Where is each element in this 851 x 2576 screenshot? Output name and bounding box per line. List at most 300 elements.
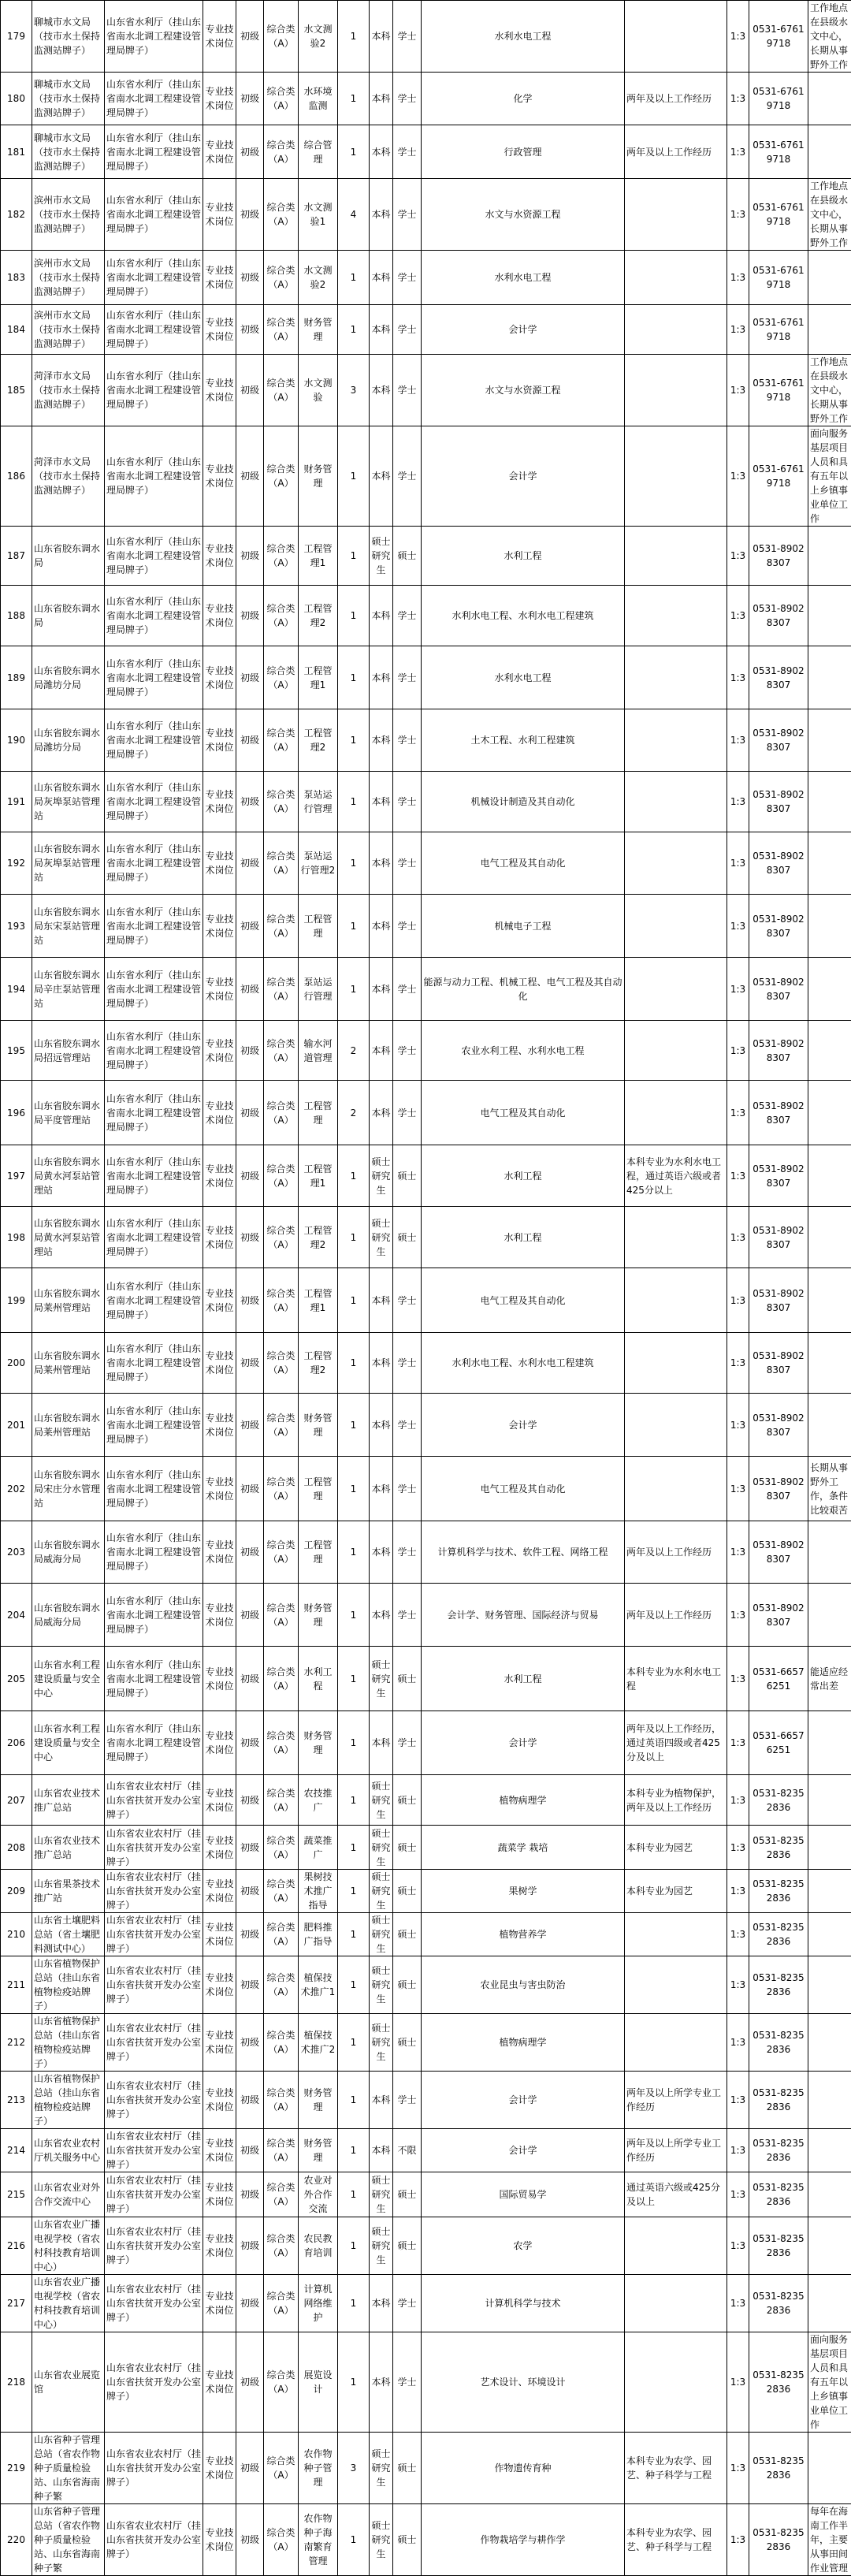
cell-phone: 0531-67619718 (749, 179, 808, 251)
cell-no: 212 (1, 2014, 32, 2072)
cell-edu: 硕士研究生 (370, 2014, 393, 2072)
cell-other (625, 1268, 727, 1333)
cell-degree: 硕士 (393, 527, 422, 586)
cell-major: 农业昆虫与害虫防治 (422, 1956, 625, 2014)
cell-phone: 0531-89028307 (749, 1333, 808, 1394)
cell-other (625, 2217, 727, 2275)
cell-degree: 硕士 (393, 1870, 422, 1913)
cell-level: 初级 (236, 1207, 264, 1268)
cell-level: 初级 (236, 2332, 264, 2433)
cell-unit: 山东省水利厅（挂山东省南水北调工程建设管理局牌子） (105, 772, 203, 832)
cell-ratio: 1:3 (727, 1870, 749, 1913)
cell-level: 初级 (236, 1333, 264, 1394)
cell-other (625, 895, 727, 958)
cell-phone: 0531-82352836 (749, 2332, 808, 2433)
cell-no: 206 (1, 1711, 32, 1775)
cell-dept: 山东省胶东调水局灰埠泵站管理站 (32, 832, 105, 895)
cell-post: 工程管理2 (299, 1207, 338, 1268)
cell-post: 财务管理 (299, 2129, 338, 2172)
cell-count: 1 (338, 2072, 370, 2129)
cell-dept: 山东省农业技术推广总站 (32, 1826, 105, 1870)
cell-dept: 山东省胶东调水局 (32, 527, 105, 586)
cell-major: 机械电子工程 (422, 895, 625, 958)
cell-post: 农民教育培训 (299, 2217, 338, 2275)
cell-category: 专业技术岗位 (203, 1584, 236, 1647)
cell-level: 初级 (236, 179, 264, 251)
cell-category: 专业技术岗位 (203, 1647, 236, 1711)
cell-ratio: 1:3 (727, 355, 749, 426)
cell-ratio: 1:3 (727, 1268, 749, 1333)
cell-note (808, 1081, 851, 1145)
cell-category: 专业技术岗位 (203, 2172, 236, 2217)
cell-level: 初级 (236, 1145, 264, 1207)
cell-ratio: 1:3 (727, 2275, 749, 2332)
cell-no: 205 (1, 1647, 32, 1711)
cell-no: 213 (1, 2072, 32, 2129)
cell-phone: 0531-67619718 (749, 251, 808, 305)
cell-note (808, 1956, 851, 2014)
cell-unit: 山东省农业农村厅（挂山东省扶贫开发办公室牌子） (105, 2014, 203, 2072)
cell-major: 植物病理学 (422, 1775, 625, 1826)
table-row (1, 1457, 851, 1521)
cell-major: 植物病理学 (422, 2014, 625, 2072)
cell-note (808, 2129, 851, 2172)
cell-edu: 本科 (370, 1268, 393, 1333)
cell-count: 1 (338, 1956, 370, 2014)
cell-category: 专业技术岗位 (203, 2275, 236, 2332)
cell-level: 初级 (236, 1268, 264, 1333)
cell-post: 工程管理2 (299, 1333, 338, 1394)
cell-category: 专业技术岗位 (203, 1, 236, 73)
table-row (1, 527, 851, 586)
cell-degree: 学士 (393, 2072, 422, 2129)
cell-degree: 学士 (393, 709, 422, 772)
cell-phone: 0531-67619718 (749, 1, 808, 73)
cell-count: 1 (338, 958, 370, 1021)
cell-level: 初级 (236, 125, 264, 179)
cell-phone: 0531-67619718 (749, 305, 808, 355)
cell-ratio: 1:3 (727, 1521, 749, 1584)
cell-other: 两年及以上工作经历 (625, 125, 727, 179)
cell-major: 果树学 (422, 1870, 625, 1913)
cell-exam: 综合类（A） (264, 1956, 299, 2014)
cell-edu: 硕士研究生 (370, 2433, 393, 2504)
cell-other (625, 586, 727, 646)
cell-edu: 本科 (370, 305, 393, 355)
table-row (1, 772, 851, 832)
cell-count: 1 (338, 1647, 370, 1711)
cell-category: 专业技术岗位 (203, 1207, 236, 1268)
cell-unit: 山东省水利厅（挂山东省南水北调工程建设管理局牌子） (105, 832, 203, 895)
cell-no: 195 (1, 1021, 32, 1081)
cell-unit: 山东省水利厅（挂山东省南水北调工程建设管理局牌子） (105, 426, 203, 527)
cell-level: 初级 (236, 1394, 264, 1457)
cell-no: 188 (1, 586, 32, 646)
cell-ratio: 1:3 (727, 2433, 749, 2504)
cell-other: 本科专业为园艺 (625, 1870, 727, 1913)
cell-exam: 综合类（A） (264, 1457, 299, 1521)
cell-ratio: 1:3 (727, 1394, 749, 1457)
cell-dept: 山东省胶东调水局辛庄泵站管理站 (32, 958, 105, 1021)
table-row (1, 2014, 851, 2072)
cell-exam: 综合类（A） (264, 1021, 299, 1081)
cell-degree: 学士 (393, 646, 422, 709)
cell-other: 通过英语六级或425分及以上 (625, 2172, 727, 2217)
cell-other (625, 179, 727, 251)
cell-major: 会计学 (422, 426, 625, 527)
cell-phone: 0531-89028307 (749, 1081, 808, 1145)
cell-other (625, 2275, 727, 2332)
cell-exam: 综合类（A） (264, 832, 299, 895)
cell-major: 水利水电工程 (422, 1, 625, 73)
cell-phone: 0531-89028307 (749, 709, 808, 772)
cell-unit: 山东省水利厅（挂山东省南水北调工程建设管理局牌子） (105, 305, 203, 355)
cell-no: 200 (1, 1333, 32, 1394)
cell-degree: 学士 (393, 1521, 422, 1584)
cell-post: 财务管理 (299, 1584, 338, 1647)
cell-dept: 山东省胶东调水局潍坊分局 (32, 709, 105, 772)
cell-category: 专业技术岗位 (203, 251, 236, 305)
cell-ratio: 1:3 (727, 2014, 749, 2072)
cell-exam: 综合类（A） (264, 1521, 299, 1584)
cell-degree: 学士 (393, 1333, 422, 1394)
cell-ratio: 1:3 (727, 709, 749, 772)
cell-unit: 山东省水利厅（挂山东省南水北调工程建设管理局牌子） (105, 1647, 203, 1711)
cell-count: 1 (338, 2014, 370, 2072)
cell-major: 水文与水资源工程 (422, 355, 625, 426)
cell-dept: 山东省果茶技术推广站 (32, 1870, 105, 1913)
cell-count: 1 (338, 709, 370, 772)
cell-count: 1 (338, 527, 370, 586)
cell-note (808, 527, 851, 586)
cell-exam: 综合类（A） (264, 1775, 299, 1826)
cell-level: 初级 (236, 2504, 264, 2576)
cell-unit: 山东省水利厅（挂山东省南水北调工程建设管理局牌子） (105, 73, 203, 125)
cell-note (808, 1333, 851, 1394)
cell-ratio: 1:3 (727, 1711, 749, 1775)
cell-edu: 本科 (370, 73, 393, 125)
cell-exam: 综合类（A） (264, 1268, 299, 1333)
cell-category: 专业技术岗位 (203, 2072, 236, 2129)
cell-dept: 山东省农业技术推广总站 (32, 1775, 105, 1826)
cell-phone: 0531-89028307 (749, 958, 808, 1021)
cell-category: 专业技术岗位 (203, 179, 236, 251)
cell-ratio: 1:3 (727, 1913, 749, 1956)
cell-level: 初级 (236, 1913, 264, 1956)
cell-edu: 本科 (370, 895, 393, 958)
cell-note: 能适应经常出差 (808, 1647, 851, 1711)
cell-unit: 山东省水利厅（挂山东省南水北调工程建设管理局牌子） (105, 958, 203, 1021)
cell-post: 工程管理2 (299, 709, 338, 772)
cell-edu: 本科 (370, 355, 393, 426)
cell-exam: 综合类（A） (264, 179, 299, 251)
cell-degree: 硕士 (393, 1913, 422, 1956)
cell-major: 水利水电工程 (422, 251, 625, 305)
cell-degree: 学士 (393, 1457, 422, 1521)
cell-phone: 0531-66576251 (749, 1647, 808, 1711)
cell-note: 工作地点在县级水文中心，长期从事野外工作 (808, 355, 851, 426)
cell-count: 1 (338, 2332, 370, 2433)
table-row (1, 1826, 851, 1870)
cell-edu: 硕士研究生 (370, 2172, 393, 2217)
cell-post: 工程管理1 (299, 1145, 338, 1207)
cell-ratio: 1:3 (727, 73, 749, 125)
cell-no: 193 (1, 895, 32, 958)
table-row (1, 1521, 851, 1584)
table-row (1, 1913, 851, 1956)
cell-dept: 山东省胶东调水局招远管理站 (32, 1021, 105, 1081)
cell-unit: 山东省水利厅（挂山东省南水北调工程建设管理局牌子） (105, 1394, 203, 1457)
cell-edu: 本科 (370, 179, 393, 251)
cell-ratio: 1:3 (727, 527, 749, 586)
cell-note: 工作地点在县级水文中心，长期从事野外工作 (808, 1, 851, 73)
table-row (1, 2072, 851, 2129)
cell-other: 本科专业为园艺 (625, 1826, 727, 1870)
cell-major: 水利水电工程、水利水电工程建筑 (422, 1333, 625, 1394)
cell-major: 艺术设计、环境设计 (422, 2332, 625, 2433)
cell-count: 4 (338, 179, 370, 251)
cell-major: 能源与动力工程、机械工程、电气工程及其自动化 (422, 958, 625, 1021)
cell-dept: 聊城市水文局（技市水土保持监测站牌子） (32, 125, 105, 179)
cell-count: 1 (338, 1457, 370, 1521)
cell-unit: 山东省水利厅（挂山东省南水北调工程建设管理局牌子） (105, 1584, 203, 1647)
cell-no: 189 (1, 646, 32, 709)
cell-major: 国际贸易学 (422, 2172, 625, 2217)
cell-category: 专业技术岗位 (203, 772, 236, 832)
cell-no: 219 (1, 2433, 32, 2504)
cell-other: 两年及以上工作经历，通过英语四级或者425分及以上 (625, 1711, 727, 1775)
cell-major: 水利水电工程 (422, 646, 625, 709)
table-row (1, 73, 851, 125)
cell-unit: 山东省水利厅（挂山东省南水北调工程建设管理局牌子） (105, 527, 203, 586)
cell-post: 水环境监测 (299, 73, 338, 125)
cell-other (625, 832, 727, 895)
cell-category: 专业技术岗位 (203, 125, 236, 179)
cell-note (808, 2433, 851, 2504)
cell-ratio: 1:3 (727, 2217, 749, 2275)
cell-ratio: 1:3 (727, 251, 749, 305)
cell-edu: 本科 (370, 1333, 393, 1394)
cell-major: 电气工程及其自动化 (422, 1268, 625, 1333)
cell-post: 泵站运行管理 (299, 958, 338, 1021)
cell-other: 两年及以上工作经历 (625, 1584, 727, 1647)
cell-count: 1 (338, 772, 370, 832)
cell-note (808, 2172, 851, 2217)
cell-count: 1 (338, 2217, 370, 2275)
table-row (1, 1775, 851, 1826)
cell-edu: 本科 (370, 1457, 393, 1521)
cell-dept: 山东省农业广播电视学校（省农村科技教育培训中心） (32, 2217, 105, 2275)
cell-edu: 本科 (370, 958, 393, 1021)
cell-degree: 硕士 (393, 2504, 422, 2576)
cell-dept: 滨州市水文局（技市水土保持监测站牌子） (32, 305, 105, 355)
cell-category: 专业技术岗位 (203, 305, 236, 355)
cell-dept: 菏泽市水文局（技市水土保持监测站牌子） (32, 426, 105, 527)
cell-level: 初级 (236, 2433, 264, 2504)
cell-exam: 综合类（A） (264, 2275, 299, 2332)
cell-post: 综合管理 (299, 125, 338, 179)
cell-category: 专业技术岗位 (203, 895, 236, 958)
cell-dept: 山东省胶东调水局宋庄分水管理站 (32, 1457, 105, 1521)
cell-major: 会计学、财务管理、国际经济与贸易 (422, 1584, 625, 1647)
table-row (1, 2129, 851, 2172)
table-row (1, 2217, 851, 2275)
cell-unit: 山东省农业农村厅（挂山东省扶贫开发办公室牌子） (105, 1956, 203, 2014)
cell-major: 行政管理 (422, 125, 625, 179)
cell-count: 1 (338, 125, 370, 179)
cell-major: 化学 (422, 73, 625, 125)
table-row (1, 1647, 851, 1711)
cell-major: 电气工程及其自动化 (422, 832, 625, 895)
cell-exam: 综合类（A） (264, 709, 299, 772)
cell-other (625, 527, 727, 586)
cell-major: 会计学 (422, 1711, 625, 1775)
cell-category: 专业技术岗位 (203, 1711, 236, 1775)
cell-other (625, 1913, 727, 1956)
table-row (1, 1145, 851, 1207)
cell-degree: 学士 (393, 125, 422, 179)
cell-level: 初级 (236, 355, 264, 426)
cell-level: 初级 (236, 709, 264, 772)
cell-post: 工程管理2 (299, 586, 338, 646)
cell-note (808, 2217, 851, 2275)
cell-major: 会计学 (422, 2129, 625, 2172)
cell-category: 专业技术岗位 (203, 832, 236, 895)
cell-no: 214 (1, 2129, 32, 2172)
cell-major: 会计学 (422, 305, 625, 355)
cell-note: 每年在海南工作半年，主要从事田间作业管理 (808, 2504, 851, 2576)
cell-phone: 0531-82352836 (749, 2014, 808, 2072)
cell-ratio: 1:3 (727, 1647, 749, 1711)
cell-edu: 本科 (370, 2275, 393, 2332)
cell-major: 机械设计制造及其自动化 (422, 772, 625, 832)
cell-post: 农作物种子海南繁育管理 (299, 2504, 338, 2576)
cell-post: 财务管理 (299, 2072, 338, 2129)
cell-exam: 综合类（A） (264, 355, 299, 426)
cell-degree: 硕士 (393, 1775, 422, 1826)
cell-major: 水利水电工程、水利水电工程建筑 (422, 586, 625, 646)
cell-no: 211 (1, 1956, 32, 2014)
cell-count: 1 (338, 2129, 370, 2172)
cell-degree: 硕士 (393, 2172, 422, 2217)
cell-level: 初级 (236, 1457, 264, 1521)
cell-post: 肥料推广指导 (299, 1913, 338, 1956)
cell-ratio: 1:3 (727, 2072, 749, 2129)
cell-count: 1 (338, 1268, 370, 1333)
cell-level: 初级 (236, 832, 264, 895)
cell-unit: 山东省水利厅（挂山东省南水北调工程建设管理局牌子） (105, 1521, 203, 1584)
cell-count: 1 (338, 895, 370, 958)
cell-exam: 综合类（A） (264, 1145, 299, 1207)
cell-degree: 学士 (393, 73, 422, 125)
cell-edu: 本科 (370, 1394, 393, 1457)
cell-unit: 山东省水利厅（挂山东省南水北调工程建设管理局牌子） (105, 895, 203, 958)
cell-level: 初级 (236, 305, 264, 355)
table-row (1, 2332, 851, 2433)
cell-level: 初级 (236, 2217, 264, 2275)
cell-dept: 菏泽市水文局（技市水土保持监测站牌子） (32, 355, 105, 426)
cell-dept: 山东省胶东调水局黄水河泵站管理站 (32, 1145, 105, 1207)
cell-unit: 山东省水利厅（挂山东省南水北调工程建设管理局牌子） (105, 1711, 203, 1775)
cell-post: 植保技术推广1 (299, 1956, 338, 2014)
cell-dept: 山东省农业广播电视学校（省农村科技教育培训中心） (32, 2275, 105, 2332)
cell-unit: 山东省水利厅（挂山东省南水北调工程建设管理局牌子） (105, 709, 203, 772)
cell-no: 182 (1, 179, 32, 251)
cell-other (625, 646, 727, 709)
cell-unit: 山东省农业农村厅（挂山东省扶贫开发办公室牌子） (105, 2275, 203, 2332)
cell-other (625, 1, 727, 73)
cell-category: 专业技术岗位 (203, 586, 236, 646)
cell-exam: 综合类（A） (264, 2504, 299, 2576)
cell-other (625, 251, 727, 305)
cell-count: 1 (338, 1826, 370, 1870)
table-row (1, 1268, 851, 1333)
cell-degree: 学士 (393, 586, 422, 646)
cell-ratio: 1:3 (727, 1584, 749, 1647)
cell-exam: 综合类（A） (264, 895, 299, 958)
table-row (1, 2433, 851, 2504)
cell-post: 工程管理 (299, 1081, 338, 1145)
cell-dept: 聊城市水文局（技市水土保持监测站牌子） (32, 1, 105, 73)
cell-degree: 学士 (393, 832, 422, 895)
table-row (1, 426, 851, 527)
cell-exam: 综合类（A） (264, 527, 299, 586)
cell-level: 初级 (236, 251, 264, 305)
cell-post: 展览设计 (299, 2332, 338, 2433)
cell-post: 泵站运行管理 (299, 772, 338, 832)
cell-ratio: 1:3 (727, 179, 749, 251)
cell-note (808, 1913, 851, 1956)
table-row (1, 2504, 851, 2576)
cell-count: 1 (338, 2275, 370, 2332)
cell-post: 工程管理 (299, 895, 338, 958)
cell-other (625, 1207, 727, 1268)
cell-level: 初级 (236, 527, 264, 586)
cell-phone: 0531-89028307 (749, 1584, 808, 1647)
cell-dept: 山东省胶东调水局威海分局 (32, 1521, 105, 1584)
cell-major: 会计学 (422, 2072, 625, 2129)
cell-no: 197 (1, 1145, 32, 1207)
cell-level: 初级 (236, 73, 264, 125)
table-row (1, 2172, 851, 2217)
cell-note: 长期从事野外工作，条件比较艰苦 (808, 1457, 851, 1521)
cell-dept: 山东省种子管理总站（省农作物种子质量检验站、山东省海南种子繁 (32, 2504, 105, 2576)
cell-count: 1 (338, 426, 370, 527)
cell-edu: 硕士研究生 (370, 2504, 393, 2576)
cell-major: 水利工程 (422, 1207, 625, 1268)
cell-unit: 山东省农业农村厅（挂山东省扶贫开发办公室牌子） (105, 2072, 203, 2129)
cell-category: 专业技术岗位 (203, 2129, 236, 2172)
cell-major: 蔬菜学 栽培 (422, 1826, 625, 1870)
cell-post: 果树技术推广指导 (299, 1870, 338, 1913)
cell-count: 1 (338, 1711, 370, 1775)
cell-major: 计算机科学与技术 (422, 2275, 625, 2332)
cell-dept: 滨州市水文局（技市水土保持监测站牌子） (32, 251, 105, 305)
cell-phone: 0531-89028307 (749, 1268, 808, 1333)
table-row (1, 1081, 851, 1145)
cell-count: 1 (338, 251, 370, 305)
cell-no: 184 (1, 305, 32, 355)
cell-post: 泵站运行管理2 (299, 832, 338, 895)
cell-unit: 山东省水利厅（挂山东省南水北调工程建设管理局牌子） (105, 1081, 203, 1145)
cell-edu: 硕士研究生 (370, 1913, 393, 1956)
cell-degree: 不限 (393, 2129, 422, 2172)
cell-count: 2 (338, 1021, 370, 1081)
cell-other (625, 772, 727, 832)
cell-no: 198 (1, 1207, 32, 1268)
cell-phone: 0531-82352836 (749, 2275, 808, 2332)
cell-dept: 聊城市水文局（技市水土保持监测站牌子） (32, 73, 105, 125)
